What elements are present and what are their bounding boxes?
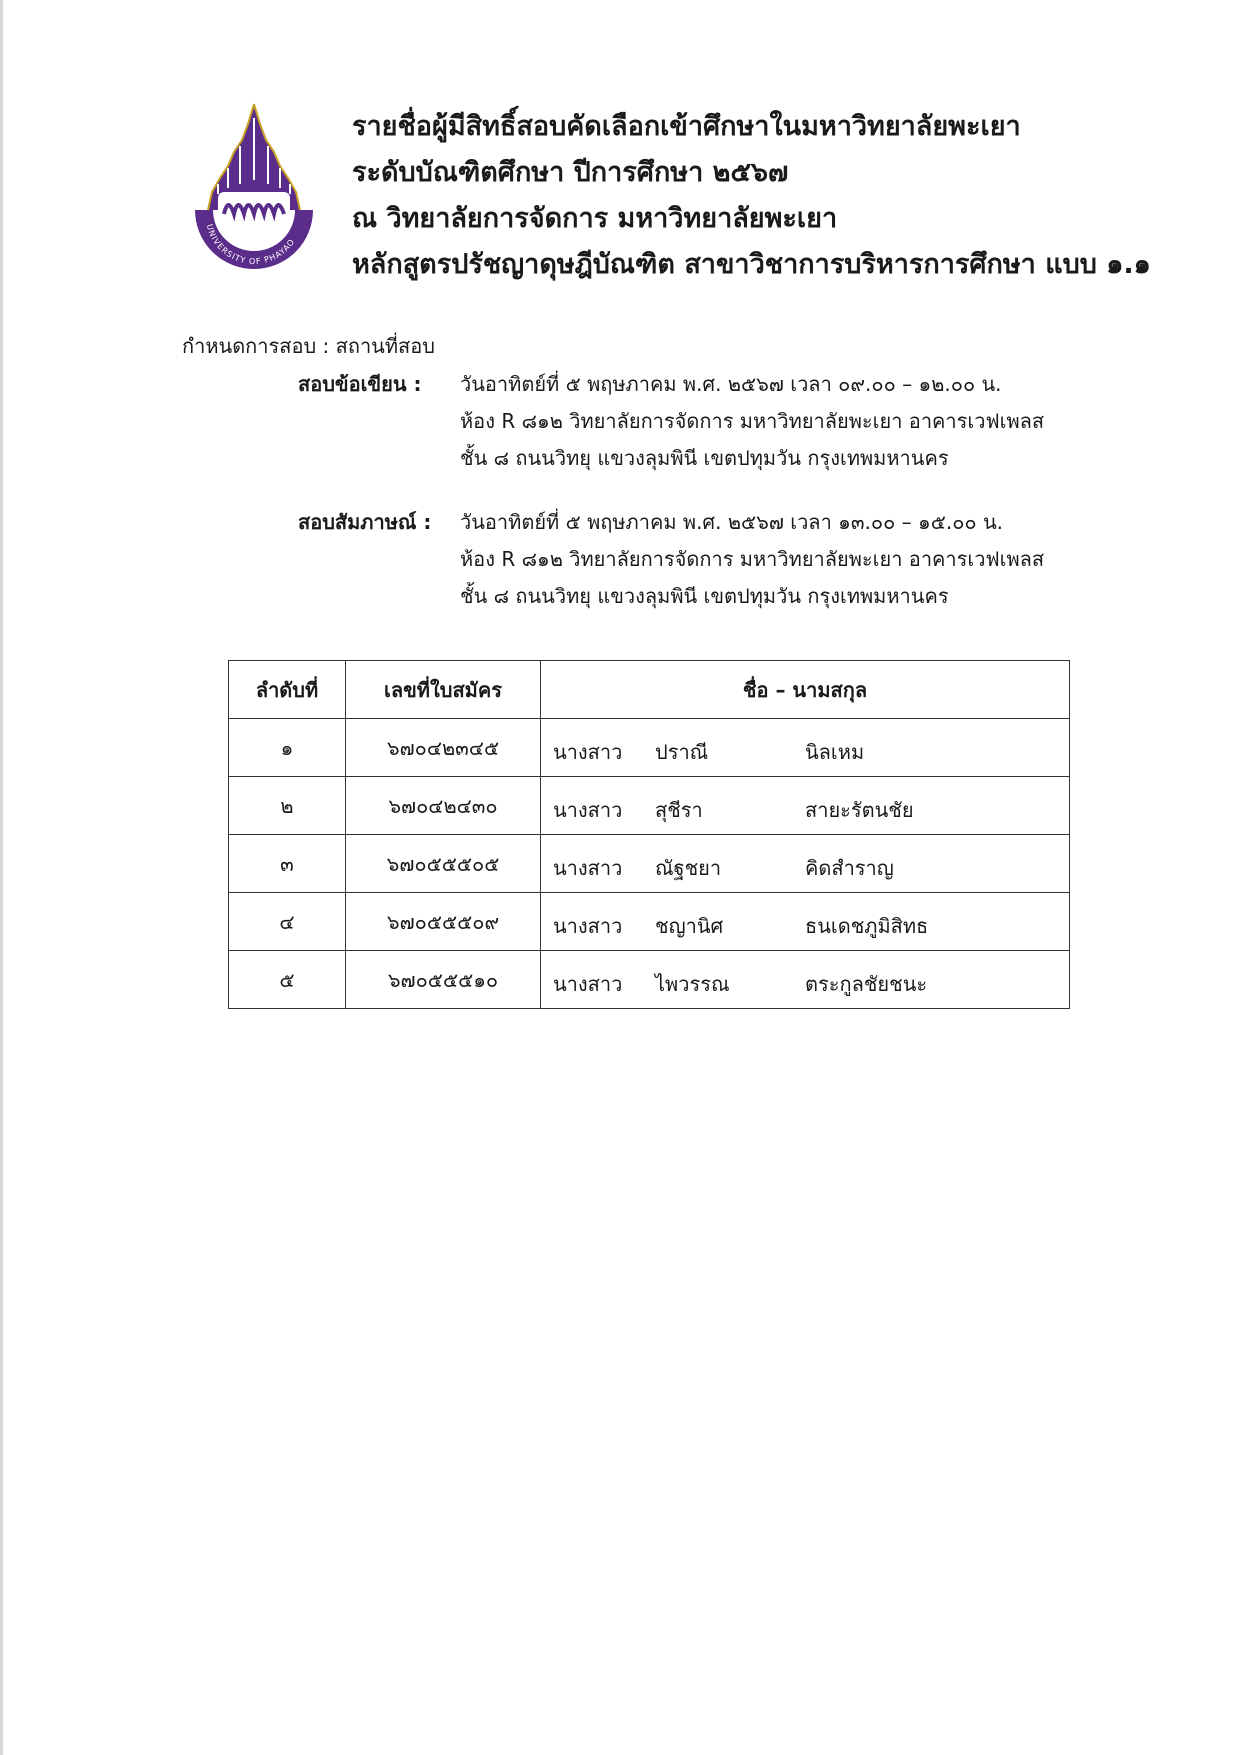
- row-name: [541, 719, 1070, 777]
- first-name: ไพวรรณ: [655, 972, 730, 996]
- name-title: นางสาว: [553, 798, 623, 822]
- last-name: ตระกูลชัยชนะ: [805, 972, 928, 996]
- interview-line: ห้อง R ๘๑๒ วิทยาลัยการจัดการ มหาวิทยาลัยพะเยา อาคารเวฟเพลส: [460, 547, 1045, 571]
- written-exam-line: ชั้น ๘ ถนนวิทยุ แขวงลุมพินี เขตปทุมวัน กรุงเทพมหานคร: [460, 446, 949, 470]
- row-application-no: ๖๗๐๕๕๕๑๐: [346, 951, 541, 1009]
- header-line-4: หลักสูตรปรัชญาดุษฎีบัณฑิต สาขาวิชาการบริหารการศึกษา แบบ ๑.๑: [352, 249, 1151, 280]
- row-order: ๕: [229, 951, 346, 1009]
- row-order: ๔: [229, 893, 346, 951]
- row-order: ๒: [229, 777, 346, 835]
- candidate-table: [228, 660, 1070, 1009]
- row-application-no: ๖๗๐๔๒๔๓๐: [346, 777, 541, 835]
- first-name: ชญานิศ: [655, 914, 724, 938]
- table-row: [229, 951, 1070, 1009]
- table-row: [229, 719, 1070, 777]
- written-exam-label: สอบข้อเขียน :: [298, 372, 422, 396]
- header-order: ลำดับที่: [229, 661, 346, 719]
- interview-details: [460, 504, 1044, 615]
- last-name: ธนเดชภูมิสิทธ: [805, 914, 929, 938]
- interview-label: สอบสัมภาษณ์ :: [298, 510, 432, 534]
- schedule-label: กำหนดการสอบ : สถานที่สอบ: [182, 334, 435, 358]
- first-name: ปราณี: [655, 740, 709, 764]
- interview-line: วันอาทิตย์ที่ ๕ พฤษภาคม พ.ศ. ๒๕๖๗ เวลา ๑๓.๐๐ – ๑๕.๐๐ น.: [460, 510, 1003, 534]
- row-application-no: ๖๗๐๕๕๕๐๙: [346, 893, 541, 951]
- last-name: นิลเหม: [805, 740, 865, 764]
- first-name: ณัฐชยา: [655, 856, 722, 880]
- row-application-no: ๖๗๐๔๒๓๔๕: [346, 719, 541, 777]
- written-exam-details: [460, 366, 1044, 477]
- header-line-3: ณ วิทยาลัยการจัดการ มหาวิทยาลัยพะเยา: [352, 203, 838, 234]
- last-name: สายะรัตนชัย: [805, 798, 914, 822]
- interview-line: ชั้น ๘ ถนนวิทยุ แขวงลุมพินี เขตปทุมวัน กรุงเทพมหานคร: [460, 584, 949, 608]
- row-name: [541, 777, 1070, 835]
- name-title: นางสาว: [553, 972, 623, 996]
- first-name: สุชีรา: [655, 798, 703, 822]
- header-full-name: ชื่อ – นามสกุล: [541, 661, 1070, 719]
- row-name: [541, 893, 1070, 951]
- document-header: [352, 104, 1151, 288]
- row-name: [541, 835, 1070, 893]
- row-application-no: ๖๗๐๕๕๕๐๕: [346, 835, 541, 893]
- header-line-2: ระดับบัณฑิตศึกษา ปีการศึกษา ๒๕๖๗: [352, 157, 789, 188]
- university-logo: [188, 100, 320, 270]
- written-exam-line: วันอาทิตย์ที่ ๕ พฤษภาคม พ.ศ. ๒๕๖๗ เวลา ๐๙.๐๐ – ๑๒.๐๐ น.: [460, 372, 1002, 396]
- name-title: นางสาว: [553, 914, 623, 938]
- table-row: [229, 893, 1070, 951]
- row-order: ๑: [229, 719, 346, 777]
- row-name: [541, 951, 1070, 1009]
- header-application-no: เลขที่ใบสมัคร: [346, 661, 541, 719]
- table-row: [229, 777, 1070, 835]
- page-edge: [0, 0, 3, 1755]
- table-row: [229, 835, 1070, 893]
- header-line-1: รายชื่อผู้มีสิทธิ์สอบคัดเลือกเข้าศึกษาในมหาวิทยาลัยพะเยา: [352, 111, 1021, 142]
- table-header-row: [229, 661, 1070, 719]
- logo-ring-text: UNIVERSITY OF PHAYAO: [204, 223, 297, 267]
- last-name: คิดสำราญ: [805, 856, 894, 880]
- written-exam-line: ห้อง R ๘๑๒ วิทยาลัยการจัดการ มหาวิทยาลัยพะเยา อาคารเวฟเพลส: [460, 409, 1045, 433]
- name-title: นางสาว: [553, 740, 623, 764]
- row-order: ๓: [229, 835, 346, 893]
- name-title: นางสาว: [553, 856, 623, 880]
